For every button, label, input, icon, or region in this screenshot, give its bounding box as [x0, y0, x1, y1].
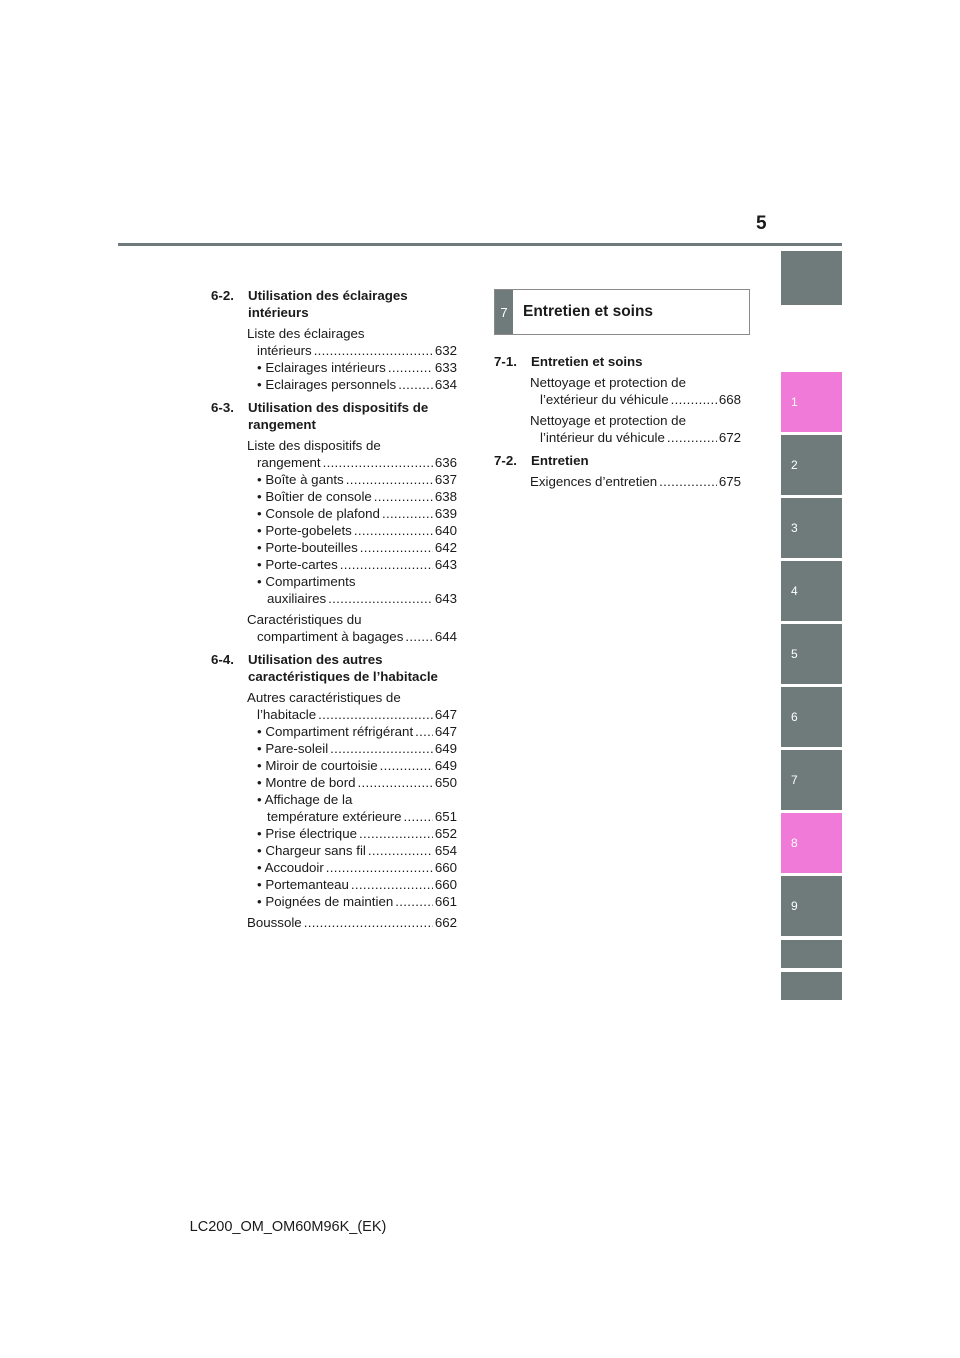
toc-entry-text: • Miroir de courtoisie — [257, 758, 378, 773]
toc-entry-text: • Boîte à gants — [257, 472, 344, 487]
toc-entry-text: • Porte-cartes — [257, 557, 338, 572]
toc-entry[interactable] — [247, 376, 457, 393]
toc-entry-text: • Accoudoir — [257, 860, 324, 875]
side-tab-6[interactable] — [781, 687, 842, 747]
side-tab-label: 8 — [791, 836, 798, 850]
toc-entry-text: rangement — [257, 455, 321, 470]
toc-page-number: 632 — [434, 343, 457, 358]
toc-page-number: 660 — [434, 860, 457, 875]
side-tab-1[interactable] — [781, 372, 842, 432]
toc-entry[interactable] — [247, 876, 457, 893]
side-tab-label: 2 — [791, 458, 798, 472]
toc-entry[interactable] — [247, 689, 457, 723]
toc-entry[interactable] — [530, 374, 741, 408]
toc-page-number: 660 — [434, 877, 457, 892]
toc-entry-text: • Chargeur sans fil — [257, 843, 366, 858]
toc-page-number: 640 — [434, 523, 457, 538]
section-title: Utilisation des autres caractéristiques de l’habitacle — [248, 652, 438, 684]
side-tab-9[interactable] — [781, 876, 842, 936]
header-rule — [118, 243, 842, 246]
toc-page-number: 652 — [434, 826, 457, 841]
toc-entry-text: l’habitacle — [257, 707, 317, 722]
section-heading — [211, 399, 457, 433]
toc-entry-text: • Boîtier de console — [257, 489, 372, 504]
section-number: 7-2. — [494, 453, 517, 468]
toc-entry-text: • Compartiments — [257, 574, 356, 589]
toc-page-number: 649 — [434, 758, 457, 773]
toc-page-number: 644 — [434, 629, 457, 644]
toc-page-number: 651 — [434, 809, 457, 824]
toc-page-number: 662 — [434, 915, 457, 930]
toc-entry[interactable] — [247, 740, 457, 757]
side-tab-blank-a[interactable] — [781, 940, 842, 968]
toc-entry[interactable] — [247, 893, 457, 910]
toc-entry[interactable] — [530, 412, 741, 446]
toc-entry-text: • Portemanteau — [257, 877, 349, 892]
toc-entry-text: • Console de plafond — [257, 506, 380, 521]
toc-entry-text: • Pare-soleil — [257, 741, 329, 756]
section-title: Utilisation des dispositifs de rangement — [248, 400, 429, 432]
toc-entry-text: • Affichage de la — [257, 792, 353, 807]
toc-entry[interactable] — [247, 774, 457, 791]
toc-page-number: 643 — [434, 591, 457, 606]
side-tab-label: 1 — [791, 395, 798, 409]
section-number: 7-1. — [494, 354, 517, 369]
section-heading — [494, 452, 741, 469]
toc-page-number: 672 — [718, 430, 741, 445]
chapter-header — [494, 289, 750, 335]
toc-page-number: 637 — [434, 472, 457, 487]
section-number: 6-3. — [211, 400, 234, 415]
toc-entry[interactable] — [247, 859, 457, 876]
side-tab-8[interactable] — [781, 813, 842, 873]
chapter-title: Entretien et soins — [523, 303, 654, 320]
toc-entry[interactable] — [247, 437, 457, 471]
side-tab-label: 7 — [791, 773, 798, 787]
toc-page-number: 647 — [434, 707, 457, 722]
toc-page-number: 638 — [434, 489, 457, 504]
toc-entry[interactable] — [247, 556, 457, 573]
side-tab-7[interactable] — [781, 750, 842, 810]
toc-page-number: 654 — [434, 843, 457, 858]
side-tab-4[interactable] — [781, 561, 842, 621]
toc-entry-text: l’intérieur du véhicule — [540, 430, 665, 445]
toc-page-number: 650 — [434, 775, 457, 790]
side-tab-label: 9 — [791, 899, 798, 913]
toc-entry[interactable] — [247, 757, 457, 774]
toc-left-column — [211, 287, 457, 931]
side-tab-label: 3 — [791, 521, 798, 535]
toc-entry-text: température extérieure — [267, 809, 402, 824]
section-title: Entretien — [531, 453, 589, 468]
toc-entry[interactable] — [247, 791, 457, 825]
page-number: 5 — [756, 213, 767, 234]
side-tab-label: 4 — [791, 584, 798, 598]
side-tab-blank-b[interactable] — [781, 972, 842, 1000]
toc-entry-text: • Compartiment réfrigérant — [257, 724, 414, 739]
section-title: Entretien et soins — [531, 354, 643, 369]
toc-entry-text: • Porte-gobelets — [257, 523, 352, 538]
toc-entry-text: • Eclairages intérieurs — [257, 360, 386, 375]
toc-entry-text: compartiment à bagages — [257, 629, 404, 644]
toc-entry[interactable] — [247, 611, 457, 645]
toc-page-number: 647 — [434, 724, 457, 739]
toc-entry-text: Liste des éclairages — [247, 326, 365, 341]
toc-entry[interactable] — [247, 842, 457, 859]
section-number: 6-2. — [211, 288, 234, 303]
footer-document-code: LC200_OM_OM60M96K_(EK) — [189, 1219, 387, 1235]
toc-entry-text: • Prise électrique — [257, 826, 357, 841]
toc-page-number: 668 — [718, 392, 741, 407]
toc-page-number: 643 — [434, 557, 457, 572]
toc-entry[interactable] — [247, 488, 457, 505]
toc-entry-text: l’extérieur du véhicule — [540, 392, 669, 407]
toc-entry-text: intérieurs — [257, 343, 312, 358]
toc-entry[interactable] — [247, 359, 457, 376]
toc-entry[interactable] — [247, 505, 457, 522]
toc-entry-text: • Montre de bord — [257, 775, 356, 790]
toc-page-number: 642 — [434, 540, 457, 555]
side-tab-label: 5 — [791, 647, 798, 661]
section-heading — [211, 287, 457, 321]
toc-entry[interactable] — [247, 825, 457, 842]
side-tab-3[interactable] — [781, 498, 842, 558]
section-title: Utilisation des éclairages intérieurs — [248, 288, 408, 320]
toc-entry-text: Nettoyage et protection de — [530, 413, 686, 428]
toc-entry[interactable] — [247, 539, 457, 556]
toc-entry[interactable] — [247, 723, 457, 740]
toc-entry-text: Autres caractéristiques de — [247, 690, 401, 705]
toc-page-number: 661 — [434, 894, 457, 909]
toc-page-number: 639 — [434, 506, 457, 521]
toc-entry-text: • Poignées de maintien — [257, 894, 394, 909]
toc-entry-text: Caractéristiques du — [247, 612, 362, 627]
section-heading — [494, 353, 741, 370]
chapter-number: 7 — [495, 290, 513, 334]
toc-entry[interactable] — [530, 473, 741, 490]
toc-right-column — [494, 353, 741, 490]
toc-page-number: 649 — [434, 741, 457, 756]
toc-page-number: 634 — [434, 377, 457, 392]
toc-entry-text: Boussole — [247, 915, 302, 930]
side-tab-5[interactable] — [781, 624, 842, 684]
toc-entry-text: • Eclairages personnels — [257, 377, 397, 392]
toc-entry[interactable] — [247, 325, 457, 359]
toc-entry[interactable] — [247, 471, 457, 488]
section-number: 6-4. — [211, 652, 234, 667]
section-heading — [211, 651, 457, 685]
toc-entry[interactable] — [247, 914, 457, 931]
side-tab-label: 6 — [791, 710, 798, 724]
toc-entry-text: Nettoyage et protection de — [530, 375, 686, 390]
toc-entry[interactable] — [247, 522, 457, 539]
side-tab-2[interactable] — [781, 435, 842, 495]
toc-page-number: 675 — [718, 474, 741, 489]
toc-entry-text: Liste des dispositifs de — [247, 438, 381, 453]
toc-entry-text: • Porte-bouteilles — [257, 540, 358, 555]
toc-page-number: 633 — [434, 360, 457, 375]
toc-entry-text: auxiliaires — [267, 591, 327, 606]
toc-entry[interactable] — [247, 573, 457, 607]
side-tab-blank-top[interactable] — [781, 251, 842, 305]
toc-entry-text: Exigences d’entretien — [530, 474, 658, 489]
toc-page-number: 636 — [434, 455, 457, 470]
